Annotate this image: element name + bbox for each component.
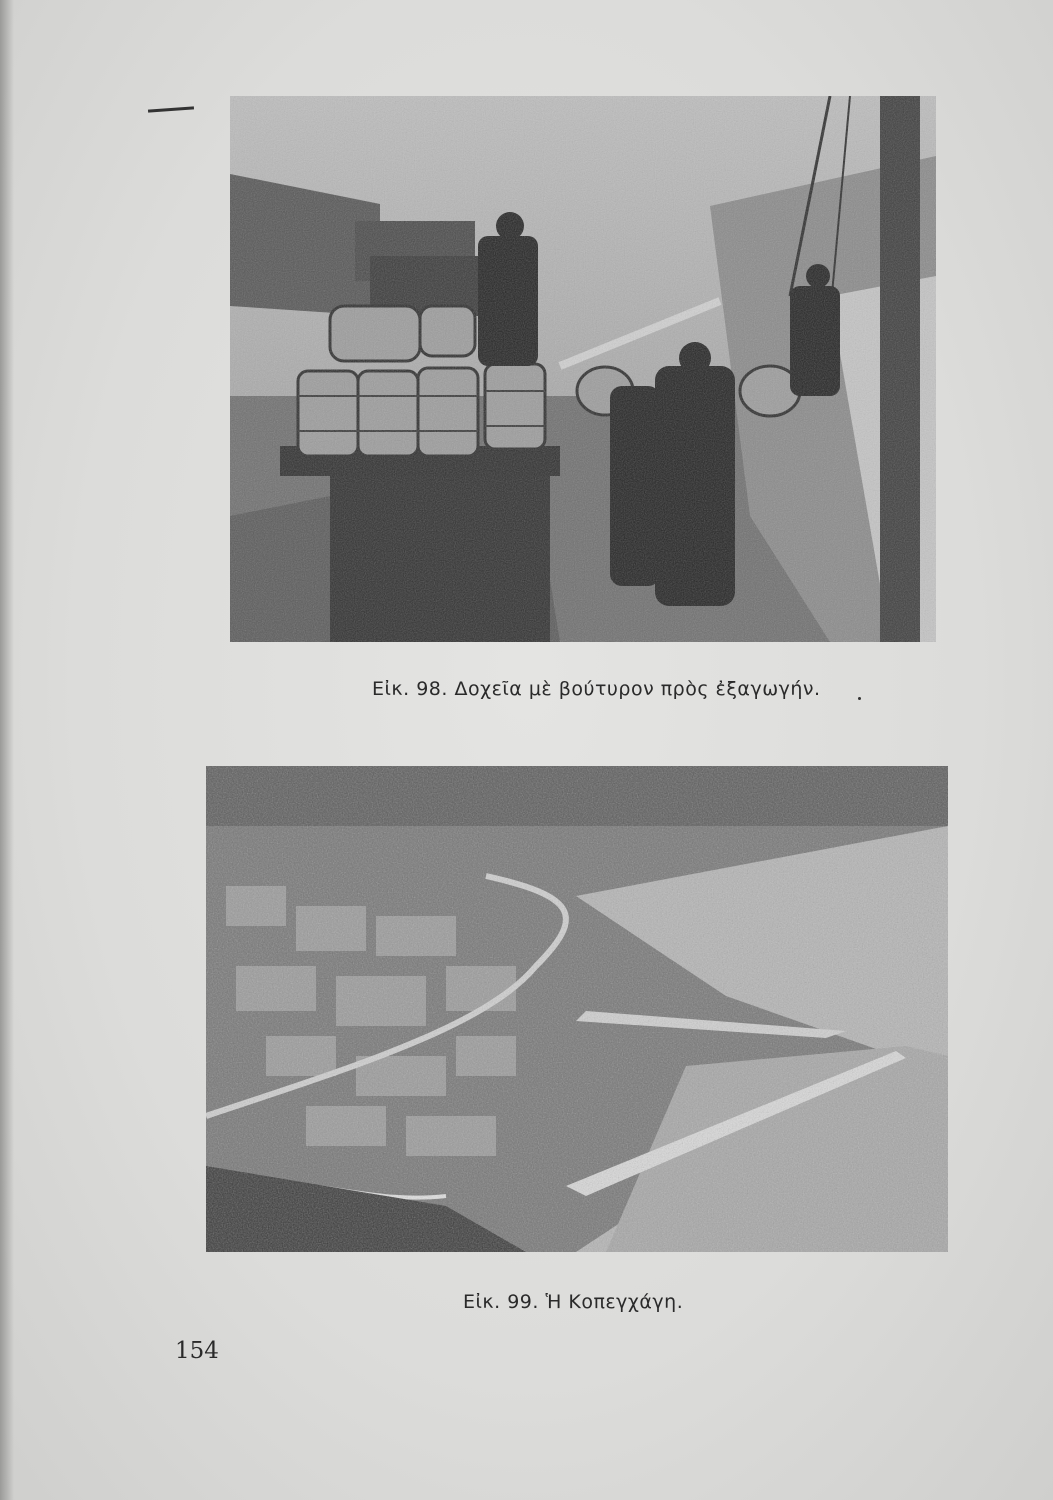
figure-99-caption: Εἰκ. 99. Ἡ Κοπεγχάγη. xyxy=(463,1291,684,1313)
page-number: 154 xyxy=(175,1338,219,1364)
ink-mark xyxy=(148,106,194,112)
copenhagen-aerial-photo xyxy=(206,766,948,1252)
page-edge-shadow xyxy=(0,0,14,1500)
figure-99-photo xyxy=(206,766,948,1252)
ink-dot xyxy=(858,697,861,700)
figure-98-caption: Εἰκ. 98. Δοχεῖα μὲ βούτυρον πρὸς ἐξαγωγήν. xyxy=(372,678,821,700)
figure-98-photo xyxy=(230,96,936,642)
butter-barrels-photo xyxy=(230,96,936,642)
